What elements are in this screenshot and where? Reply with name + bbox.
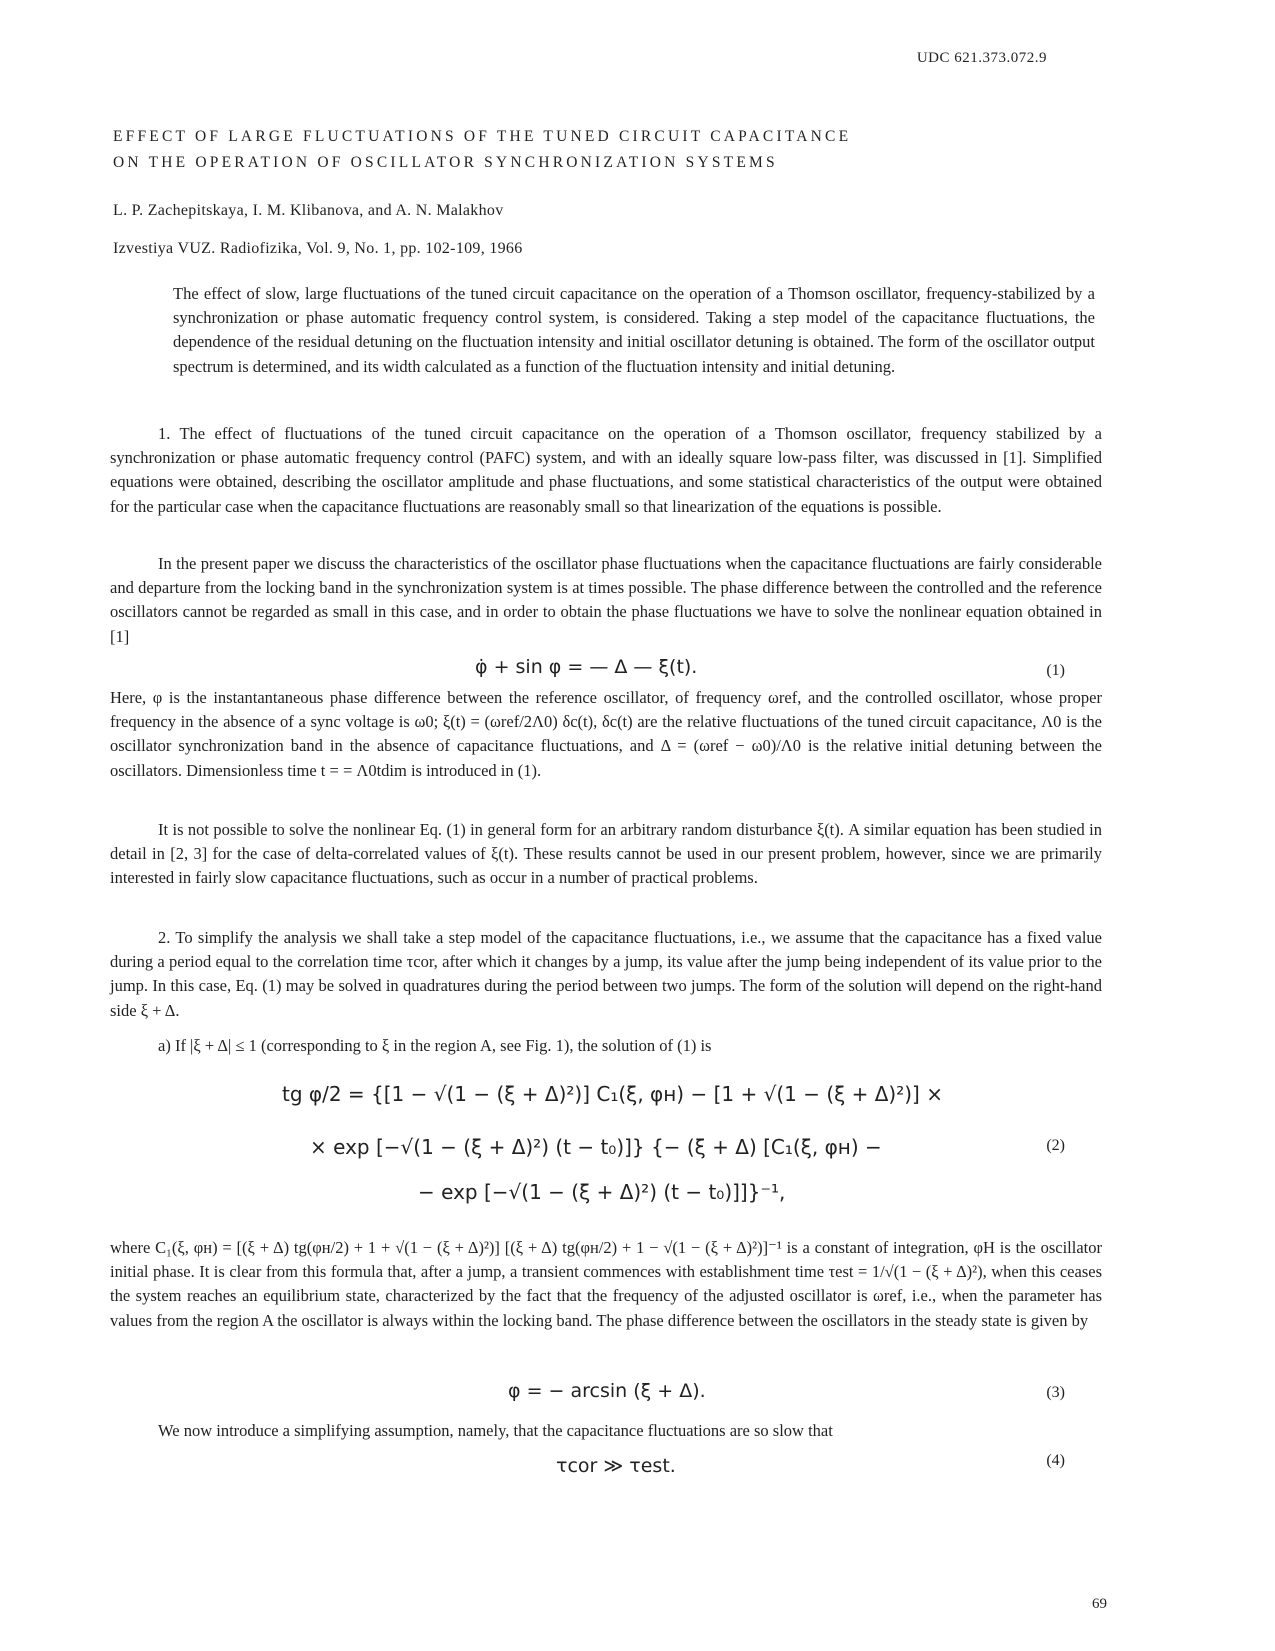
equation-3: φ = − arcsin (ξ + Δ). <box>508 1380 706 1402</box>
page-number: 69 <box>1092 1596 1107 1612</box>
equation-2-number: (2) <box>1046 1137 1065 1154</box>
paragraph-3: Here, φ is the instantantaneous phase difference between the reference oscillator, of frequency ωref, and the controlled oscillator, whose proper frequency in the absence of a sync voltage is ω0; ξ(t) = (ωref/2Λ0) δc(t), δc(t) are the relative fluctuations of the tuned circuit capacitance, Λ0 is the oscillator synchronization band in the absence of capacitance fluctuations, and Δ = (ωref − ω0)/Λ0 is the relative initial detuning between the oscillators. Dimensionless time t = = Λ0tdim is introduced in (1). <box>110 688 1102 780</box>
paragraph-5: 2. To simplify the analysis we shall take a step model of the capacitance fluctuations, i.e., we assume that the capacitance has a fixed value during a period equal to the correlation time τcor, after which it changes by a jump, its value after the jump being independent of its value prior to the jump. In this case, Eq. (1) may be solved in quadratures during the period between two jumps. The form of the solution will depend on the right-hand side ξ + Δ. <box>110 928 1102 1020</box>
abstract: The effect of slow, large fluctuations of the tuned circuit capacitance on the operation of a Thomson oscillator, frequency-stabilized by a synchronization or phase automatic frequency control system, is considered. Taking a step model of the capacitance fluctuations, the dependence of the residual detuning on the fluctuation intensity and initial oscillator detuning is obtained. The form of the oscillator output spectrum is determined, and its width calculated as a function of the fluctuation intensity and initial detuning. <box>173 284 1095 376</box>
title-line-2: ON THE OPERATION OF OSCILLATOR SYNCHRONIZATION SYSTEMS <box>113 154 778 171</box>
equation-1-number: (1) <box>1046 662 1065 679</box>
paper-title <box>113 124 851 176</box>
paragraph-8: We now introduce a simplifying assumption, namely, that the capacitance fluctuations are so slow that <box>158 1421 833 1440</box>
authors: L. P. Zachepitskaya, I. M. Klibanova, and A. N. Malakhov <box>113 202 504 219</box>
paragraph-1: 1. The effect of fluctuations of the tuned circuit capacitance on the operation of a Thomson oscillator, frequency stabilized by a synchronization or phase automatic frequency control (PAFC) system, and with an ideally square low-pass filter, was discussed in [1]. Simplified equations were obtained, describing the oscillator amplitude and phase fluctuations, and some statistical characteristics of the output were obtained for the particular case when the capacitance fluctuations are reasonably small so that linearization of the equations is possible. <box>110 424 1102 516</box>
paragraph-6: a) If |ξ + Δ| ≤ 1 (corresponding to ξ in the region A, see Fig. 1), the solution of (1) is <box>158 1036 712 1055</box>
equation-1: φ̇ + sin φ = — Δ — ξ(t). <box>475 656 698 678</box>
title-line-1: EFFECT OF LARGE FLUCTUATIONS OF THE TUNED CIRCUIT CAPACITANCE <box>113 128 852 145</box>
equation-3-number: (3) <box>1046 1384 1065 1401</box>
udc-code: UDC 621.373.072.9 <box>916 50 1047 66</box>
equation-2-line-1: tg φ/2 = {[1 − √(1 − (ξ + Δ)²)] C₁(ξ, φн) − [1 + √(1 − (ξ + Δ)²)] × <box>282 1082 943 1106</box>
equation-4-number: (4) <box>1046 1452 1065 1469</box>
equation-2-line-2: × exp [−√(1 − (ξ + Δ)²) (t − t₀)]} {− (ξ + Δ) [C₁(ξ, φн) − <box>310 1135 882 1159</box>
equation-2-line-3: − exp [−√(1 − (ξ + Δ)²) (t − t₀)]]}⁻¹, <box>418 1180 786 1204</box>
paragraph-2: In the present paper we discuss the characteristics of the oscillator phase fluctuations when the capacitance fluctuations are fairly considerable and departure from the locking band in the synchronization system is at times possible. The phase difference between the controlled and the reference oscillators cannot be regarded as small in this case, and in order to obtain the phase fluctuations we have to solve the nonlinear equation obtained in [1] <box>110 554 1102 646</box>
paragraph-4: It is not possible to solve the nonlinear Eq. (1) in general form for an arbitrary random disturbance ξ(t). A similar equation has been studied in detail in [2, 3] for the case of delta-correlated values of ξ(t). These results cannot be used in our present problem, however, since we are primarily interested in fairly slow capacitance fluctuations, such as occur in a number of practical problems. <box>110 820 1102 888</box>
paragraph-7: where C₁(ξ, φн) = [(ξ + Δ) tg(φн/2) + 1 + √(1 − (ξ + Δ)²)] [(ξ + Δ) tg(φн/2) + 1 − √(1 − (ξ + Δ)²)]⁻¹ is a constant of integration, φH is the oscillator initial phase. It is clear from this formula that, after a jump, a transient commences with establishment time τest = 1/√(1 − (ξ + Δ)²), when this ceases the system reaches an equilibrium state, characterized by the fact that the frequency of the adjusted oscillator is ωref, i.e., when the parameter has values from the region A the oscillator is always within the locking band. The phase difference between the oscillators in the steady state is given by <box>110 1238 1102 1330</box>
equation-4: τcor ≫ τest. <box>556 1455 676 1477</box>
journal-citation: Izvestiya VUZ. Radiofizika, Vol. 9, No. 1, pp. 102-109, 1966 <box>113 240 523 257</box>
